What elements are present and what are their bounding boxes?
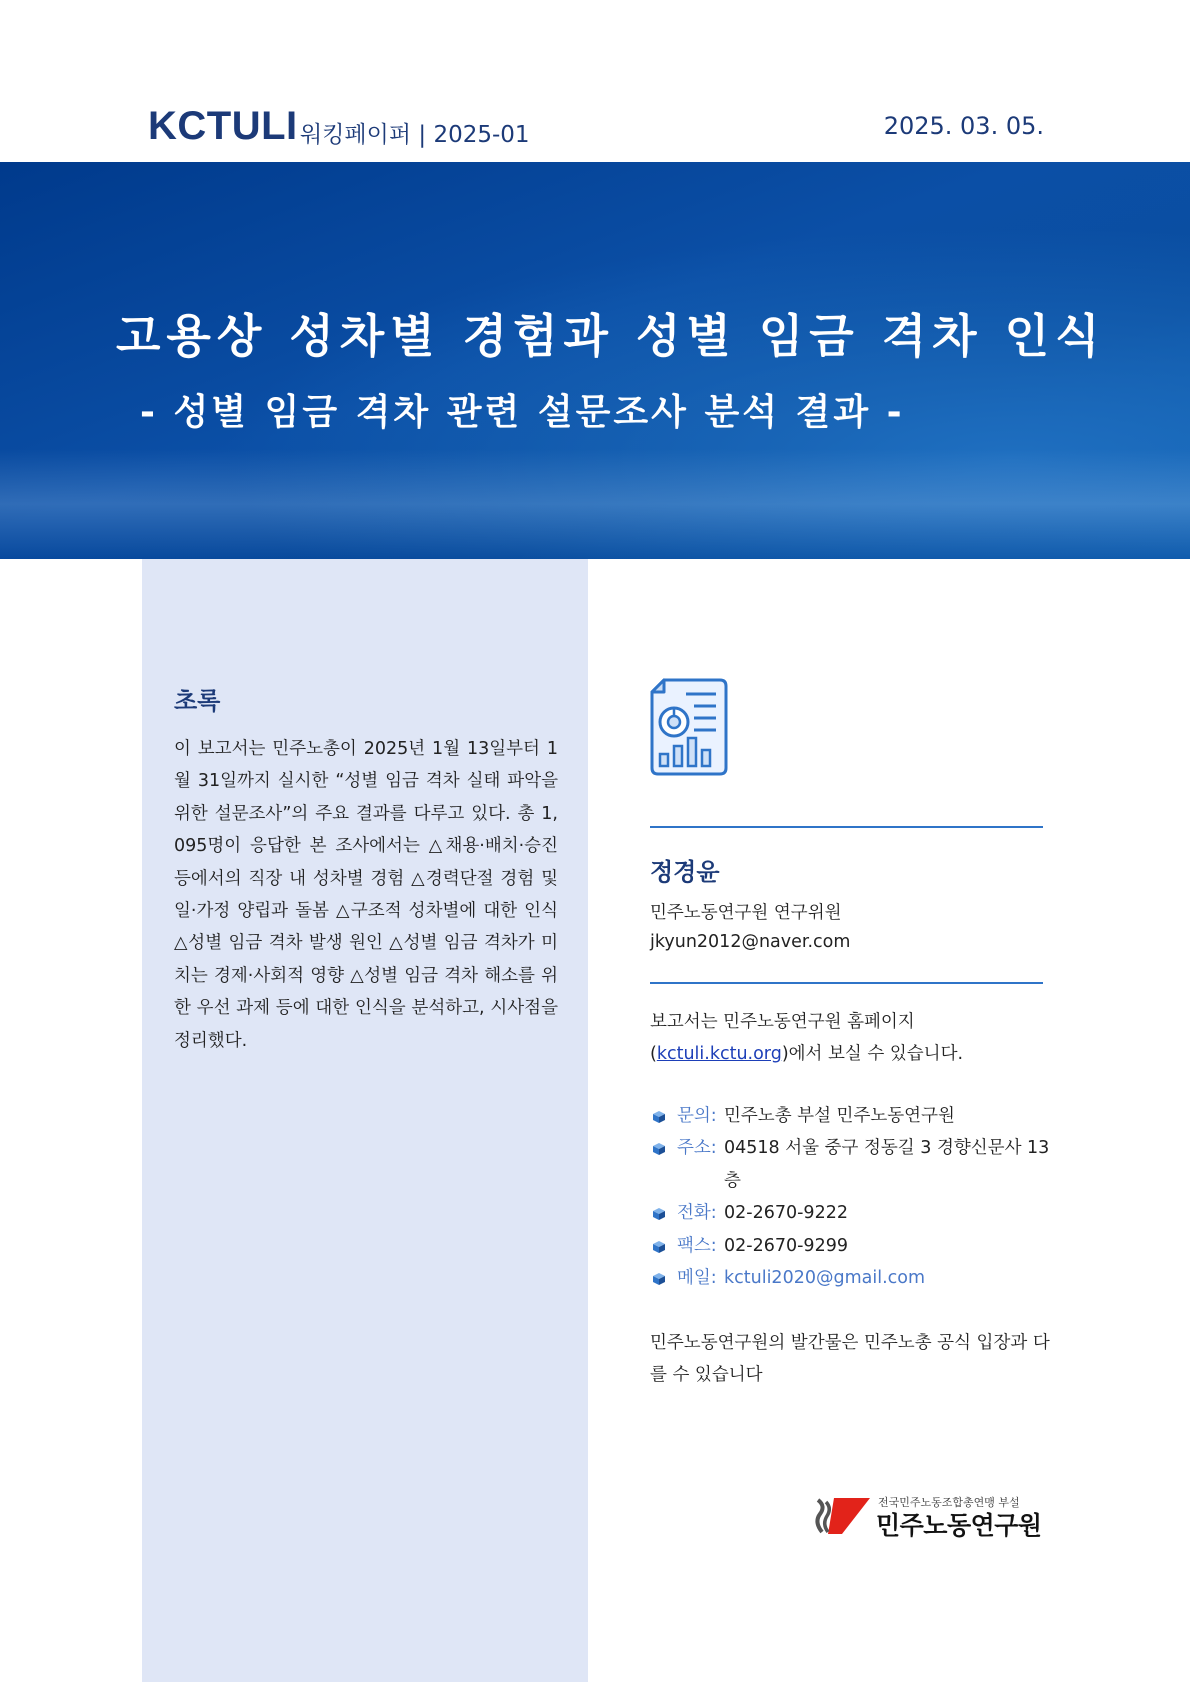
abstract-body: 이 보고서는 민주노총이 2025년 1월 13일부터 1월 31일까지 실시한 “성별 임금 격차 실태 파악을 위한 설문조사”의 주요 결과를 다루고 있다. 총 1,095명이 응답한 본 조사에서는 △채용·배치·승진 등에서의 직장 내 성차별 경험 △경력단절 경험 및 일·가정 양립과 돌봄 △구조적 성차별에 대한 인식 △성별 임금 격차 발생 원인 △성별 임금 격차가 미치는 경제·사회적 영향 △성별 임금 격차 해소를 위한 우선 과제 등에 대한 인식을 분석하고, 시사점을 정리했다. [174,739,558,1051]
contact-address [650,1132,1050,1197]
cube-bullet-icon [652,1240,666,1254]
contact-value: 04518 서울 중구 정동길 3 경향신문사 13층 [724,1138,1050,1191]
cube-bullet-icon [652,1142,666,1156]
author-email: jkyun2012@naver.com [650,932,851,952]
cube-bullet-icon [652,1272,666,1286]
contact-label: 문의: [677,1106,717,1126]
divider-bottom [650,982,1043,984]
contact-label: 메일: [677,1267,717,1288]
logo-subtitle: 전국민주노동조합총연맹 부설 [878,1496,1020,1509]
author-affiliation: 민주노동연구원 연구위원 [650,903,842,923]
page-title: 고용상 성차별 경험과 성별 임금 격차 인식 [116,309,1106,363]
publish-date: 2025. 03. 05. [883,112,1044,140]
contact-mail [650,1262,1050,1294]
contact-email-link[interactable]: kctuli2020@gmail.com [724,1267,926,1288]
divider-top [650,826,1043,828]
contact-phone [650,1197,1050,1229]
cube-bullet-icon [652,1207,666,1221]
paper-series: 워킹페이퍼 | 2025-01 [300,122,530,148]
contact-value: 02-2670-9222 [724,1203,848,1224]
notice-text-before: 보고서는 민주노동연구원 홈페이지( [650,1012,915,1065]
report-chart-icon [650,678,728,776]
homepage-link[interactable]: kctuli.kctu.org [656,1044,782,1065]
page-header [0,0,1190,162]
brand-name: KCTULI [148,104,298,148]
abstract-panel [142,559,588,1682]
contact-label: 주소: [677,1138,717,1159]
author-name: 정경윤 [650,858,720,886]
abstract-heading: 초록 [174,687,221,715]
disclaimer: 민주노동연구원의 발간물은 민주노총 공식 입장과 다를 수 있습니다 [650,1333,1050,1386]
contact-label: 팩스: [677,1235,717,1256]
page-subtitle: - 성별 임금 격차 관련 설문조사 분석 결과 - [140,392,905,433]
homepage-notice [650,1006,1050,1071]
cube-bullet-icon [652,1110,666,1124]
contact-label: 전화: [677,1203,717,1224]
title-banner [0,162,1190,559]
kctu-logo-icon [812,1496,872,1536]
contact-value: 민주노총 부설 민주노동연구원 [724,1106,955,1126]
contact-fax [650,1230,1050,1262]
logo-name: 민주노동연구원 [876,1511,1042,1540]
contact-value: 02-2670-9299 [724,1235,848,1256]
notice-text-after: )에서 보실 수 있습니다. [781,1044,964,1065]
contact-inquiry [650,1100,1050,1132]
contact-list [650,1100,1050,1294]
institute-logo [812,1494,1048,1540]
